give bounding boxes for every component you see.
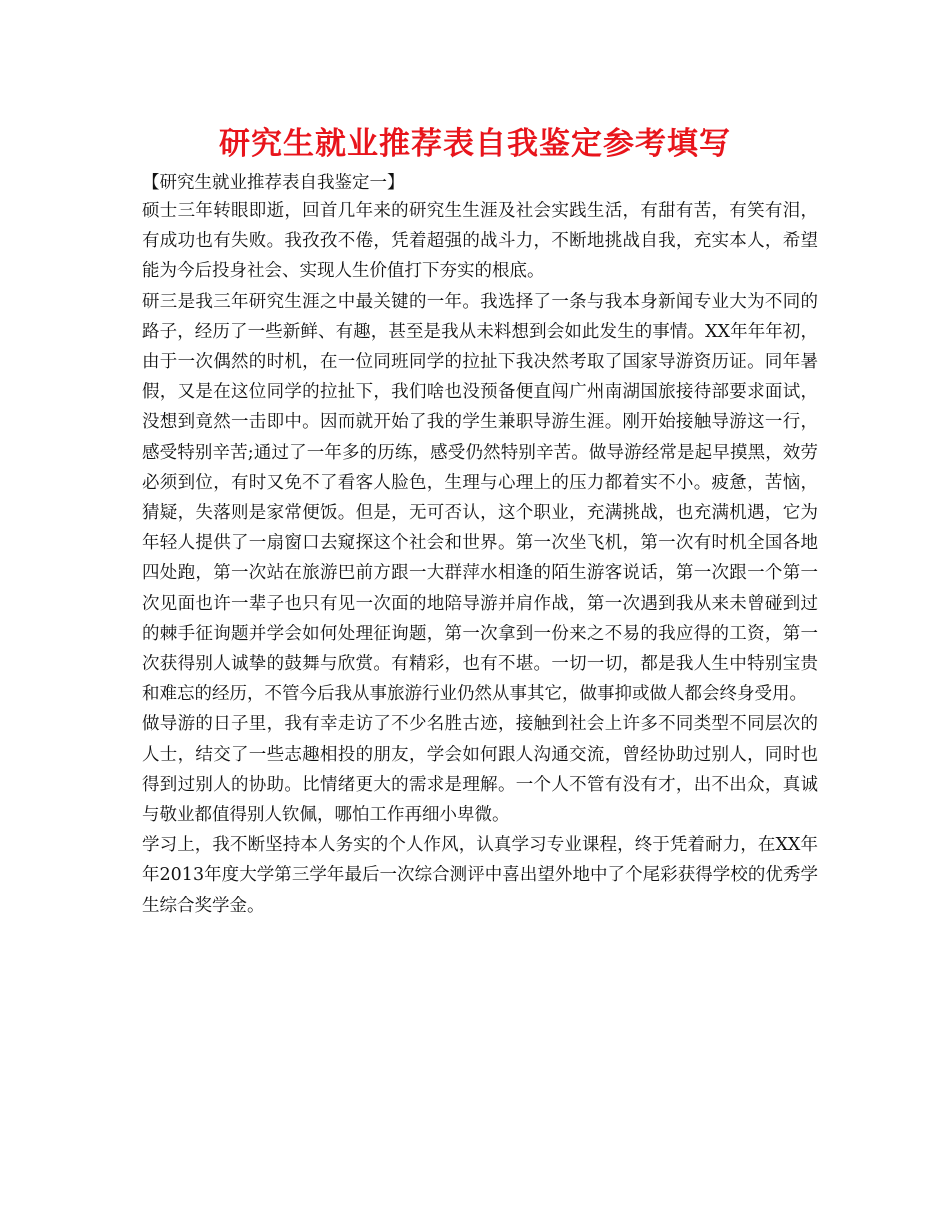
document-title: 研究生就业推荐表自我鉴定参考填写	[219, 126, 731, 162]
section-heading: 【研究生就业推荐表自我鉴定一】	[142, 173, 405, 193]
paragraph: 做导游的日子里，我有幸走访了不少名胜古迹，接触到社会上许多不同类型不同层次的人士，结交了一些志趣相投的朋友，学会如何跟人沟通交流，曾经协助过别人，同时也得到过别人的协助。比情绪更大的需求是理解。一个人不管有没有才，出不出众，真诚与敬业都值得别人钦佩，哪怕工作再细小卑微。	[142, 714, 818, 826]
document-body	[142, 170, 818, 921]
paragraph: 学习上，我不断坚持本人务实的个人作风，认真学习专业课程，终于凭着耐力，在XX年年2013年度大学第三学年最后一次综合测评中喜出望外地中了个尾彩获得学校的优秀学生综合奖学金。	[142, 835, 818, 916]
paragraph: 硕士三年转眼即逝，回首几年来的研究生生涯及社会实践生活，有甜有苦，有笑有泪，有成功也有失败。我孜孜不倦，凭着超强的战斗力，不断地挑战自我，充实本人，希望能为今后投身社会、实现人生价值打下夯实的根底。	[142, 201, 818, 282]
paragraph: 研三是我三年研究生涯之中最关键的一年。我选择了一条与我本身新闻专业大为不同的路子，经历了一些新鲜、有趣，甚至是我从未料想到会如此发生的事情。XX年年年初，由于一次偶然的时机，在一位同班同学的拉扯下我决然考取了国家导游资历证。同年暑假，又是在这位同学的拉扯下，我们啥也没预备便直闯广州南湖国旅接待部要求面试，没想到竟然一击即中。因而就开始了我的学生兼职导游生涯。刚开始接触导游这一行，感受特别辛苦;通过了一年多的历练，感受仍然特别辛苦。做导游经常是起早摸黑，效劳必须到位，有时又免不了看客人脸色，生理与心理上的压力都着实不小。疲惫，苦恼，猜疑，失落则是家常便饭。但是，无可否认，这个职业，充满挑战，也充满机遇，它为年轻人提供了一扇窗口去窥探这个社会和世界。第一次坐飞机，第一次有时机全国各地四处跑，第一次站在旅游巴前方跟一大群萍水相逢的陌生游客说话，第一次跟一个第一次见面也许一辈子也只有见一次面的地陪导游并肩作战，第一次遇到我从来未曾碰到过的棘手征询题并学会如何处理征询题，第一次拿到一份来之不易的我应得的工资，第一次获得别人诚挚的鼓舞与欣赏。有精彩，也有不堪。一切一切，都是我人生中特别宝贵和难忘的经历，不管今后我从事旅游行业仍然从事其它，做事抑或做人都会终身受用。	[142, 291, 818, 705]
